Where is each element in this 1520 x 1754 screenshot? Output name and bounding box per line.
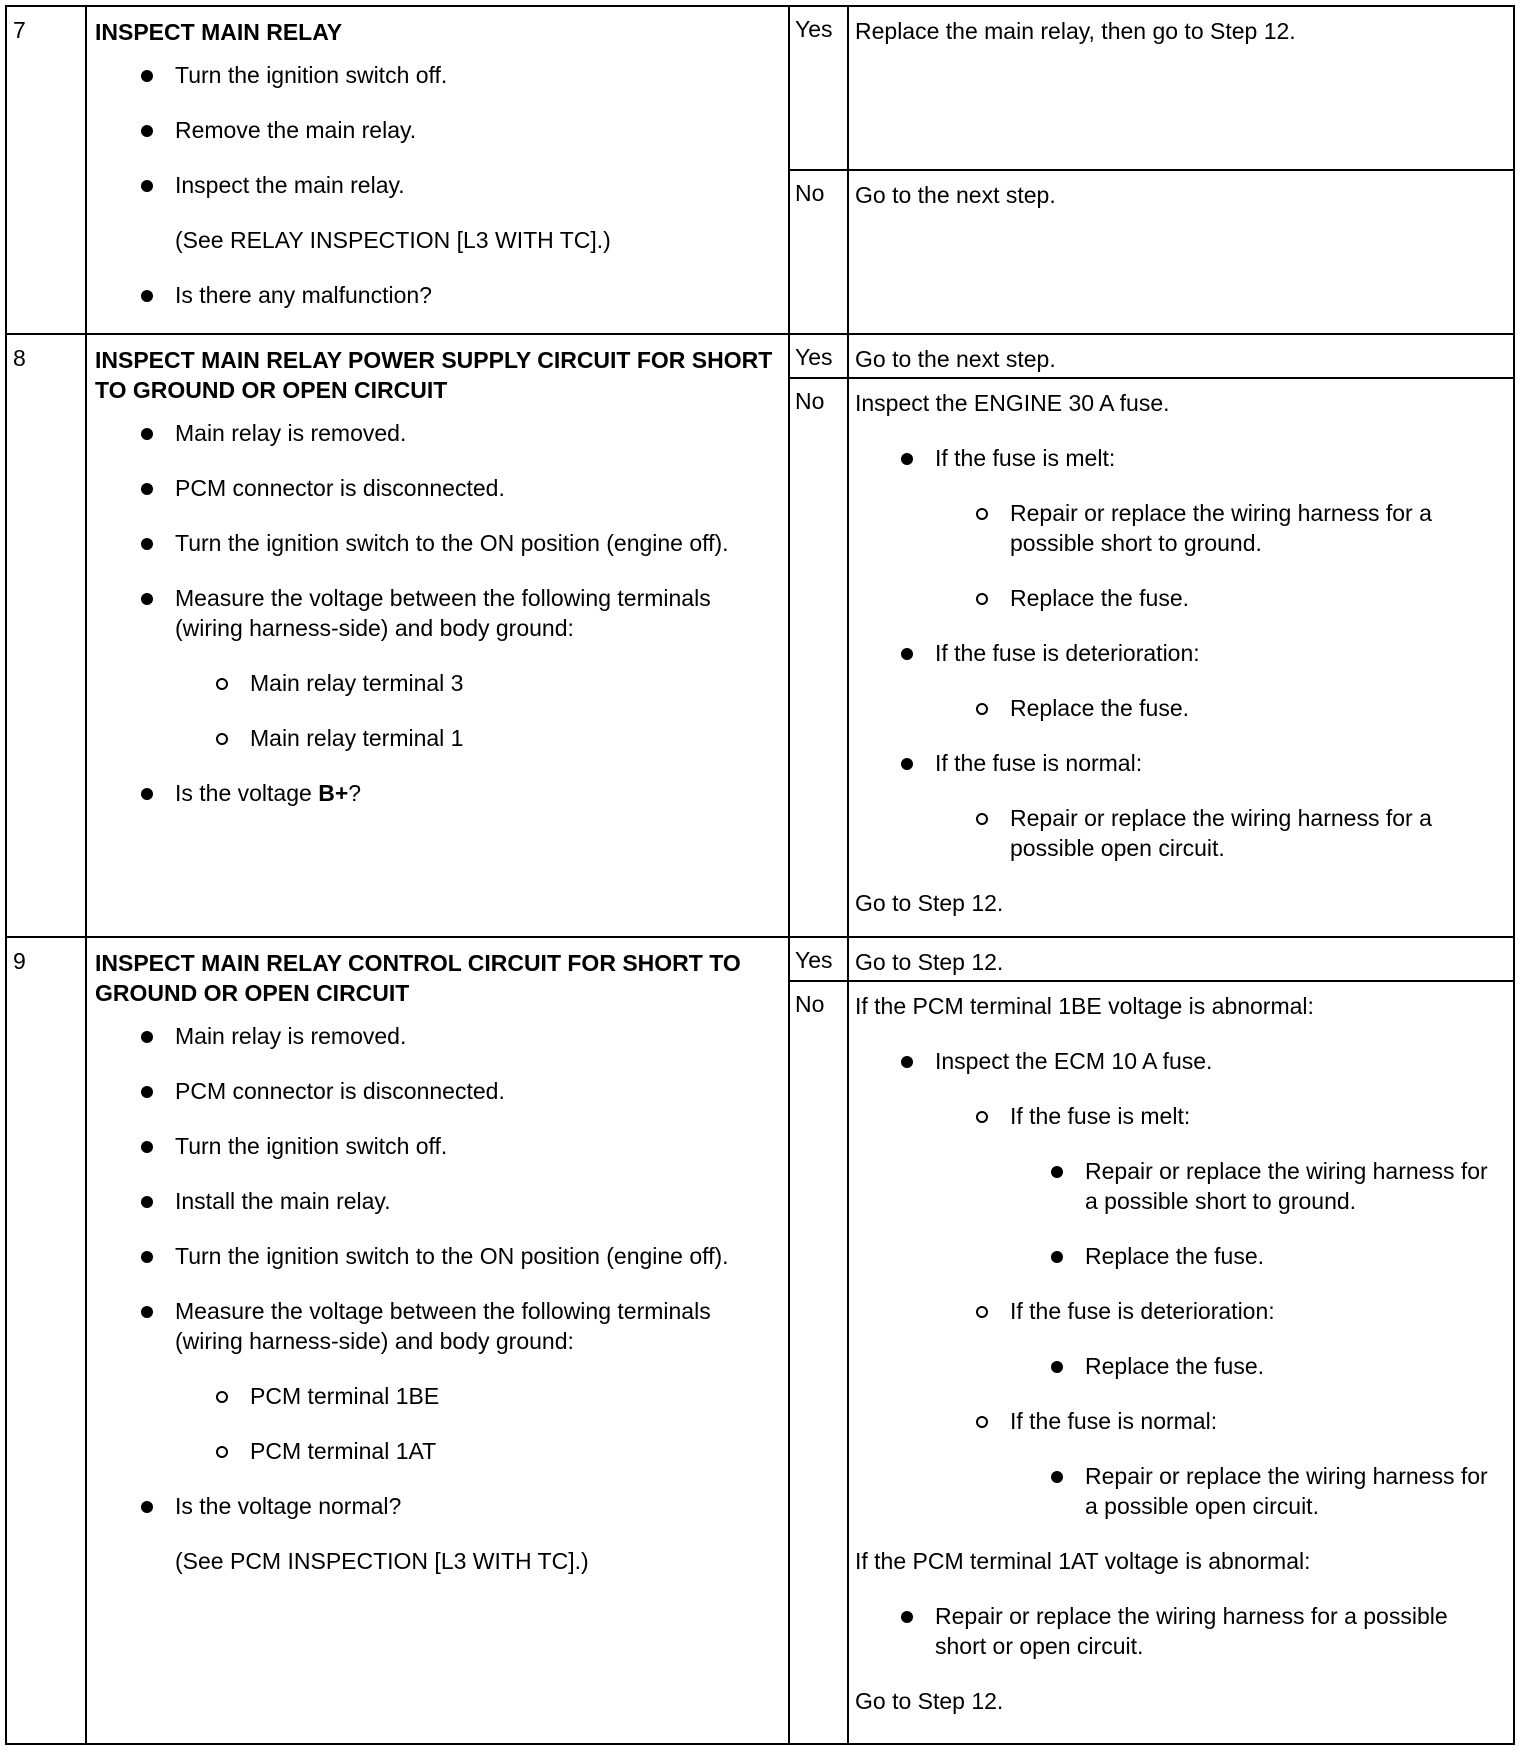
- bullet-icon: [141, 1031, 153, 1043]
- bullet-icon: [141, 1251, 153, 1263]
- sub-list-item: Repair or replace the wiring harness for a possible short to ground.: [855, 498, 1505, 558]
- step-procedure: [86, 6, 789, 334]
- sub-list-item: PCM terminal 1BE: [95, 1381, 780, 1411]
- bullet-icon: [141, 428, 153, 440]
- bullet-icon: [141, 1086, 153, 1098]
- circle-bullet-icon: [976, 813, 988, 825]
- bullet-icon: [901, 758, 913, 770]
- step-8-yes-row: [6, 334, 1514, 378]
- step-title: INSPECT MAIN RELAY POWER SUPPLY CIRCUIT FOR SHORT TO GROUND OR OPEN CIRCUIT: [95, 346, 773, 403]
- bullet-icon: [141, 788, 153, 800]
- step-9-yes-row: [6, 937, 1514, 981]
- step-number: 9: [6, 937, 86, 1744]
- list-item: PCM connector is disconnected.: [95, 1076, 780, 1106]
- bullet-icon: [141, 1196, 153, 1208]
- sub-list-item: If the fuse is melt:: [855, 1101, 1505, 1131]
- troubleshooting-table: [5, 5, 1515, 1745]
- reference-note: (See PCM INSPECTION [L3 WITH TC].): [175, 1547, 589, 1574]
- no-action: Go to the next step.: [848, 170, 1514, 334]
- list-item: Measure the voltage between the following terminals (wiring harness-side) and body ground:: [95, 1296, 780, 1356]
- step-7-yes-row: [6, 6, 1514, 170]
- list-item: If the fuse is deterioration:: [855, 638, 1505, 668]
- yes-action: Go to Step 12.: [848, 937, 1514, 981]
- circle-bullet-icon: [216, 1446, 228, 1458]
- bullet-icon: [141, 1306, 153, 1318]
- circle-bullet-icon: [216, 1391, 228, 1403]
- reference-note: (See RELAY INSPECTION [L3 WITH TC].): [175, 227, 611, 253]
- circle-bullet-icon: [976, 1416, 988, 1428]
- no-label: No: [789, 378, 848, 937]
- sub-list-item: Replace the fuse.: [855, 583, 1505, 613]
- bullet-icon: [141, 1501, 153, 1513]
- sub-list-item: If the fuse is normal:: [855, 1406, 1505, 1436]
- list-item: Inspect the main relay.: [95, 170, 780, 200]
- list-item: Turn the ignition switch to the ON position (engine off).: [95, 528, 780, 558]
- circle-bullet-icon: [976, 1111, 988, 1123]
- circle-bullet-icon: [976, 703, 988, 715]
- sub-list-item: PCM terminal 1AT: [95, 1436, 780, 1466]
- bullet-icon: [1051, 1471, 1063, 1483]
- sub-list-item: Repair or replace the wiring harness for a possible open circuit.: [855, 803, 1505, 863]
- sub-list-item: Main relay terminal 3: [95, 668, 780, 698]
- bullet-icon: [141, 180, 153, 192]
- step-procedure: [86, 334, 789, 937]
- sub-sub-list-item: Repair or replace the wiring harness for a possible short to ground.: [855, 1156, 1505, 1216]
- circle-bullet-icon: [976, 508, 988, 520]
- bullet-icon: [141, 125, 153, 137]
- bullet-icon: [1051, 1251, 1063, 1263]
- bullet-icon: [901, 1056, 913, 1068]
- list-item: Is there any malfunction?: [95, 280, 780, 310]
- no-label: No: [789, 981, 848, 1744]
- sub-list-item: If the fuse is deterioration:: [855, 1296, 1505, 1326]
- step-number: 8: [6, 334, 86, 937]
- sub-sub-list-item: Replace the fuse.: [855, 1351, 1505, 1381]
- list-item: Inspect the ECM 10 A fuse.: [855, 1046, 1505, 1076]
- bullet-icon: [901, 648, 913, 660]
- no-action: Inspect the ENGINE 30 A fuse. If the fuse is melt: Repair or replace the wiring harness for a possible short to ground. Replace the fuse. If the fuse is deterioration: Replace the fuse. If the fuse is normal: Repair or replace the wiring harness for a possible open circuit. Go to Step 12.: [848, 378, 1514, 937]
- list-item: Measure the voltage between the following terminals (wiring harness-side) and body ground:: [95, 583, 780, 643]
- list-item: Main relay is removed.: [95, 1021, 780, 1051]
- list-item: Repair or replace the wiring harness for a possible short or open circuit.: [855, 1601, 1505, 1661]
- bullet-icon: [1051, 1166, 1063, 1178]
- step-title: INSPECT MAIN RELAY: [95, 19, 343, 45]
- sub-sub-list-item: Replace the fuse.: [855, 1241, 1505, 1271]
- sub-list-item: Main relay terminal 1: [95, 723, 780, 753]
- step-title: INSPECT MAIN RELAY CONTROL CIRCUIT FOR SHORT TO GROUND OR OPEN CIRCUIT: [95, 949, 741, 1006]
- bullet-icon: [901, 1611, 913, 1623]
- no-label: No: [789, 170, 848, 334]
- list-item: Turn the ignition switch to the ON position (engine off).: [95, 1241, 780, 1271]
- bullet-icon: [901, 453, 913, 465]
- list-item: Turn the ignition switch off.: [95, 60, 780, 90]
- bullet-icon: [1051, 1361, 1063, 1373]
- list-item: If the fuse is normal:: [855, 748, 1505, 778]
- circle-bullet-icon: [216, 678, 228, 690]
- bullet-icon: [141, 290, 153, 302]
- step-number: 7: [6, 6, 86, 334]
- bullet-icon: [141, 1141, 153, 1153]
- yes-label: Yes: [789, 937, 848, 981]
- yes-label: Yes: [789, 6, 848, 170]
- circle-bullet-icon: [976, 1306, 988, 1318]
- circle-bullet-icon: [216, 733, 228, 745]
- list-item: Remove the main relay.: [95, 115, 780, 145]
- sub-sub-list-item: Repair or replace the wiring harness for a possible open circuit.: [855, 1461, 1505, 1521]
- go-to-step: Go to Step 12.: [855, 1687, 1004, 1714]
- bullet-icon: [141, 593, 153, 605]
- yes-action: Replace the main relay, then go to Step 12.: [848, 6, 1514, 170]
- list-item: Install the main relay.: [95, 1186, 780, 1216]
- yes-label: Yes: [789, 334, 848, 378]
- sub-list-item: Replace the fuse.: [855, 693, 1505, 723]
- list-item: Main relay is removed.: [95, 418, 780, 448]
- go-to-step: Go to Step 12.: [855, 889, 1004, 916]
- list-item: PCM connector is disconnected.: [95, 473, 780, 503]
- step-procedure: [86, 937, 789, 1744]
- list-item: Turn the ignition switch off.: [95, 1131, 780, 1161]
- list-item: Is the voltage normal?: [95, 1491, 780, 1521]
- bullet-icon: [141, 70, 153, 82]
- circle-bullet-icon: [976, 593, 988, 605]
- list-item: Is the voltage B+?: [95, 778, 780, 808]
- yes-action: Go to the next step.: [848, 334, 1514, 378]
- bullet-icon: [141, 538, 153, 550]
- no-action: If the PCM terminal 1BE voltage is abnormal: Inspect the ECM 10 A fuse. If the fuse is melt: Repair or replace the wiring harness for a possible short to ground. Replace the fuse. If the fuse is deterioration: Replace the fuse. If the fuse is normal: Repair or replace the wiring harness for a possible open circuit. If the PCM terminal 1AT voltage is abnormal: Repair or replace the wiring harness for a possible short or open circuit. Go to Step 12.: [848, 981, 1514, 1744]
- bullet-icon: [141, 483, 153, 495]
- list-item: If the fuse is melt:: [855, 443, 1505, 473]
